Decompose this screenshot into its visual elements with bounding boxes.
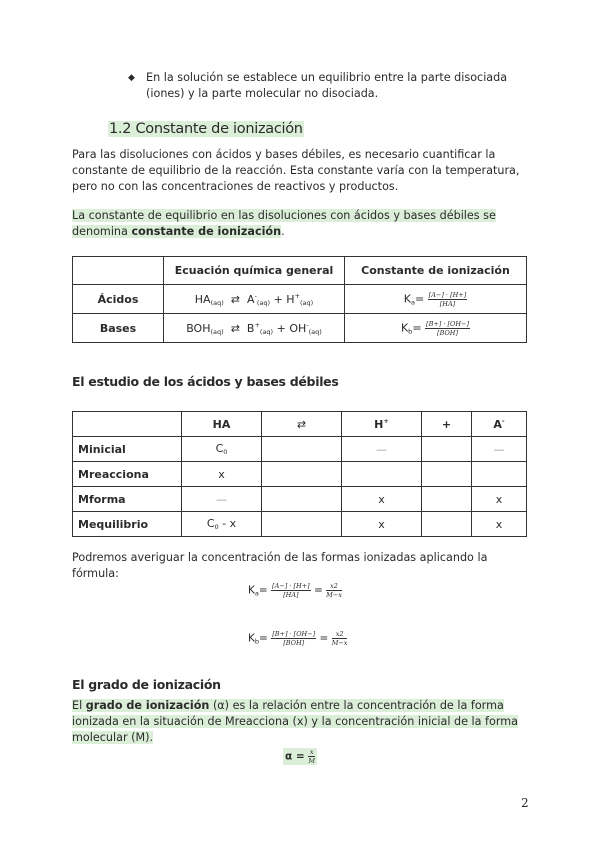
row-label: Mequilibrio xyxy=(73,512,182,537)
ionization-constant-table xyxy=(72,256,527,343)
highlighted-definition xyxy=(72,208,532,240)
heading-weak-acids-study: El estudio de los ácidos y bases débiles xyxy=(72,374,339,389)
equilibrium-arrow-icon: ⇄ xyxy=(230,321,240,335)
equilibrium-arrow-icon: ⇄ xyxy=(262,412,342,437)
term-ionization-degree: grado de ionización xyxy=(85,699,210,712)
definition-term: constante de ionización xyxy=(131,225,282,238)
cell-h: — xyxy=(342,437,422,462)
table2-header-ha: HA xyxy=(182,412,262,437)
equilibrium-arrow-icon: ⇄ xyxy=(230,292,240,306)
table-row xyxy=(73,437,527,462)
definition-post: . xyxy=(281,225,285,238)
cell-ha: x xyxy=(182,462,262,487)
table2-header-plus: + xyxy=(422,412,472,437)
table1-header-equation: Ecuación química general xyxy=(164,257,345,285)
section-title: 1.2 Constante de ionización xyxy=(109,121,303,137)
row-label-acidos: Ácidos xyxy=(73,285,164,314)
row-label: Mforma xyxy=(73,487,182,512)
table-row xyxy=(73,512,527,537)
acid-equation: $HA_{(aq)}$ ⇄ $A^-_{(aq)} + H^+_{(aq)}$ xyxy=(164,285,345,314)
cell-empty xyxy=(422,487,472,512)
formula-alpha: α = $\frac{x}{M}$ xyxy=(285,748,315,765)
acid-constant: $K_a=$ $\frac{[A-] \cdot [H+]}{[HA]}$ xyxy=(345,285,527,314)
cell-empty xyxy=(262,437,342,462)
cell-empty xyxy=(262,512,342,537)
paragraph-ionization-degree: El grado de ionización (α) es la relación entre la concentración de la forma ionizada en la situación de Mreacciona (x) y la concentración inicial de la forma molecular (M). xyxy=(72,699,518,744)
equilibrium-table xyxy=(72,411,527,537)
bullet-text: En la solución se establece un equilibrio entre la parte disociada (iones) y la parte molecular no disociada. xyxy=(146,71,508,100)
cell-empty xyxy=(262,487,342,512)
cell-empty xyxy=(422,437,472,462)
table-row xyxy=(73,462,527,487)
table2-header-h: H+ xyxy=(342,412,422,437)
table1-corner xyxy=(73,257,164,285)
row-label: Minicial xyxy=(73,437,182,462)
cell-a: — xyxy=(472,437,527,462)
table2-corner xyxy=(73,412,182,437)
cell-ha: — xyxy=(182,487,262,512)
formula-ka: $K_a=$ $\frac{[A-] \cdot [H+]}{[HA]}$ = $\frac{x2}{M-x}$ xyxy=(248,582,342,599)
paragraph-formula-intro: Podremos averiguar la concentración de las formas ionizadas aplicando la fórmula: xyxy=(72,551,488,580)
base-constant: $K_b=$ $\frac{[B+] \cdot [OH-]}{\text{[BOH]}}$ xyxy=(345,314,527,343)
cell-a xyxy=(472,462,527,487)
cell-a: x xyxy=(472,487,527,512)
table-row xyxy=(73,487,527,512)
paragraph-intro: Para las disoluciones con ácidos y bases débiles, es necesario cuantificar la constante de equilibrio de la reacción. Esta constante varía con la temperatura, pero no con las concentraciones de reactivos y productos. xyxy=(72,148,520,193)
base-equation: $BOH_{(aq)}$ ⇄ $B^+_{(aq)} + OH^-_{(aq)}$ xyxy=(164,314,345,343)
formula-kb: $K_b=$ $\frac{[B+] \cdot [OH-]}{\text{[BOH]}}$ = $\frac{x2}{M-x}$ xyxy=(248,630,348,647)
cell-h: x xyxy=(342,512,422,537)
heading-ionization-degree: El grado de ionización xyxy=(72,677,221,692)
definition-pre: La constante de equilibrio en las disoluciones con ácidos y bases débiles se denomina xyxy=(72,209,496,238)
cell-h: x xyxy=(342,487,422,512)
row-label-bases: Bases xyxy=(73,314,164,343)
table2-header-a: A- xyxy=(472,412,527,437)
cell-h xyxy=(342,462,422,487)
cell-ha: $C_0$ xyxy=(182,437,262,462)
cell-empty xyxy=(262,462,342,487)
cell-empty xyxy=(422,462,472,487)
bullet-icon: ◆ xyxy=(128,73,135,83)
row-label: Mreacciona xyxy=(73,462,182,487)
page-number: 2 xyxy=(521,796,529,810)
cell-a: x xyxy=(472,512,527,537)
table1-header-constant: Constante de ionización xyxy=(345,257,527,285)
cell-empty xyxy=(422,512,472,537)
cell-ha: $C_0$ - x xyxy=(182,512,262,537)
